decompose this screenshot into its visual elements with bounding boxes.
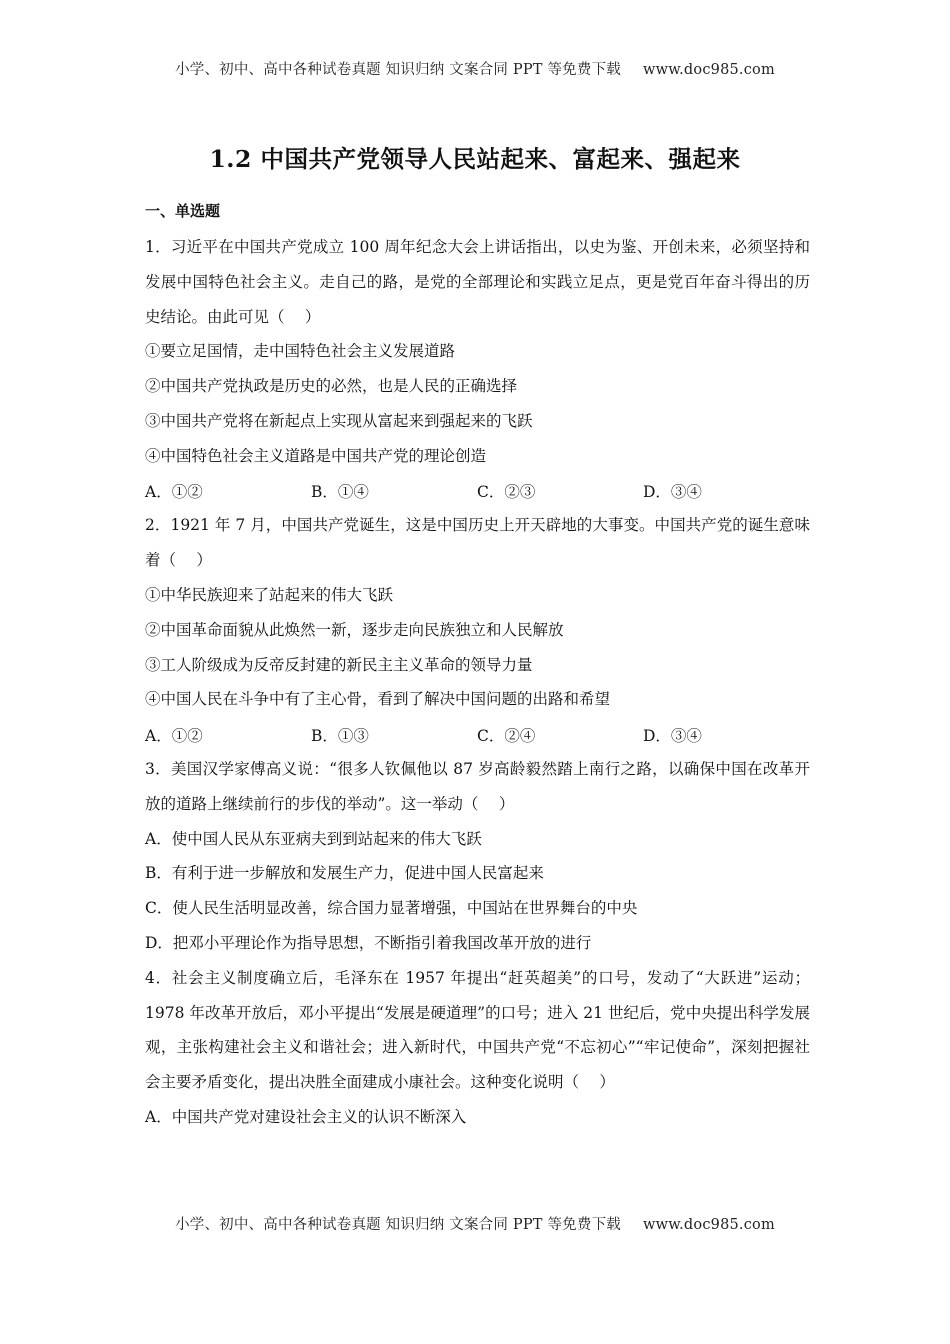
answer-options bbox=[145, 474, 810, 509]
option-d[interactable]: D．③④ bbox=[643, 482, 702, 501]
option-a[interactable]: A．中国共产党对建设社会主义的认识不断深入 bbox=[145, 1107, 467, 1126]
option-c[interactable]: C．②④ bbox=[477, 726, 536, 745]
document-title: 1.2 中国共产党领导人民站起来、富起来、强起来 bbox=[209, 145, 741, 173]
statement: ④中国特色社会主义道路是中国共产党的理论创造 bbox=[145, 446, 487, 465]
question-4 bbox=[145, 961, 810, 1135]
option-a[interactable]: A．使中国人民从东亚病夫到到站起来的伟大飞跃 bbox=[145, 829, 482, 848]
statement: ④中国人民在斗争中有了主心骨，看到了解决中国问题的出路和希望 bbox=[145, 690, 611, 709]
page-footer bbox=[0, 1213, 950, 1234]
header-url[interactable]: www.doc985.com bbox=[642, 62, 775, 78]
option-a[interactable]: A．①② bbox=[145, 482, 203, 501]
question-2 bbox=[145, 508, 810, 752]
statement: ③工人阶级成为反帝反封建的新民主主义革命的领导力量 bbox=[145, 655, 533, 674]
option-d[interactable]: D．把邓小平理论作为指导思想，不断指引着我国改革开放的进行 bbox=[145, 933, 592, 952]
option-b[interactable]: B．有利于进一步解放和发展生产力，促进中国人民富起来 bbox=[145, 864, 544, 883]
option-b[interactable]: B．①③ bbox=[311, 726, 369, 745]
header-text: 小学、初中、高中各种试卷真题 知识归纳 文案合同 PPT 等免费下载 bbox=[175, 62, 621, 78]
statement: ③中国共产党将在新起点上实现从富起来到强起来的飞跃 bbox=[145, 411, 533, 430]
question-3 bbox=[145, 752, 810, 961]
statement: ②中国共产党执政是历史的必然，也是人民的正确选择 bbox=[145, 377, 518, 396]
statement: ①要立足国情，走中国特色社会主义发展道路 bbox=[145, 342, 456, 361]
question-stem: 4．社会主义制度确立后，毛泽东在 1957 年提出“赶英超美”的口号，发动了“大跃进”运动；1978 年改革开放后，邓小平提出“发展是硬道理”的口号；进入 21 世纪后，党中央提出科学发展观，主张构建社会主义和谐社会；进入新时代，中国共产党“不忘初心”“牢记使命”，深刻把握社会主要矛盾变化，提出决胜全面建成小康社会。这种变化说明（ ） bbox=[145, 968, 810, 1092]
option-b[interactable]: B．①④ bbox=[311, 482, 369, 501]
question-stem: 1．习近平在中国共产党成立 100 周年纪念大会上讲话指出，以史为鉴、开创未来，必须坚持和发展中国特色社会主义。走自己的路，是党的全部理论和实践立足点，更是党百年奋斗得出的历史结论。由此可见（ ） bbox=[145, 238, 810, 326]
statement: ②中国革命面貌从此焕然一新，逐步走向民族独立和人民解放 bbox=[145, 620, 564, 639]
footer-url[interactable]: www.doc985.com bbox=[642, 1217, 775, 1233]
option-c[interactable]: C．使人民生活明显改善，综合国力显著增强，中国站在世界舞台的中央 bbox=[145, 899, 638, 918]
question-stem: 3．美国汉学家傅高义说：“很多人钦佩他以 87 岁高龄毅然踏上南行之路，以确保中国在改革开放的道路上继续前行的步伐的举动”。这一举动（ ） bbox=[145, 759, 810, 813]
statement: ①中华民族迎来了站起来的伟大飞跃 bbox=[145, 585, 394, 604]
option-a[interactable]: A．①② bbox=[145, 726, 203, 745]
page-header bbox=[0, 58, 950, 79]
question-1 bbox=[145, 230, 810, 508]
option-c[interactable]: C．②③ bbox=[477, 482, 536, 501]
section-heading: 一、单选题 bbox=[145, 202, 221, 220]
option-d[interactable]: D．③④ bbox=[643, 726, 702, 745]
footer-text: 小学、初中、高中各种试卷真题 知识归纳 文案合同 PPT 等免费下载 bbox=[175, 1217, 621, 1233]
question-list bbox=[145, 230, 810, 1135]
question-stem: 2．1921 年 7 月，中国共产党诞生，这是中国历史上开天辟地的大事变。中国共产党的诞生意味着（ ） bbox=[145, 516, 810, 570]
answer-options bbox=[145, 717, 810, 752]
